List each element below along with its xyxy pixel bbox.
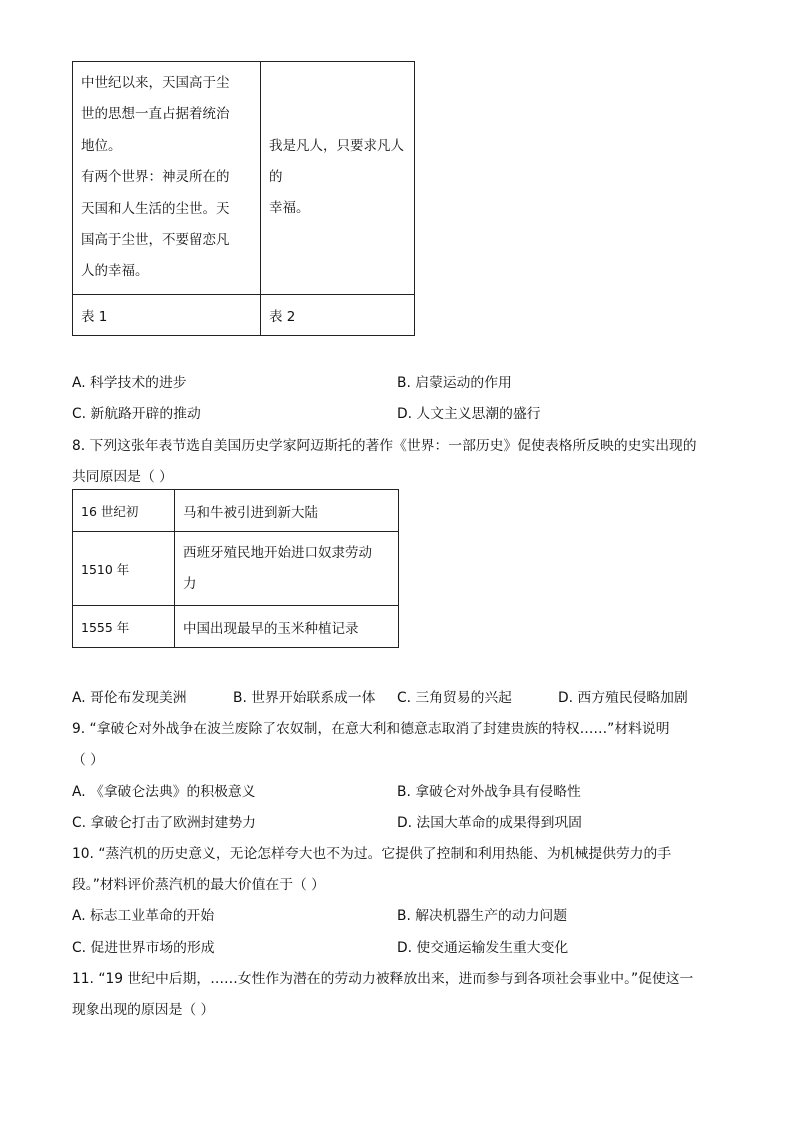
q9-stem-line2: （ ） [72, 752, 104, 768]
q9-option-a: A. 《拿破仑法典》的积极意义 [72, 784, 256, 800]
q10-option-a: A. 标志工业革命的开始 [72, 908, 215, 924]
q8-option-d: D. 西方殖民侵略加剧 [558, 690, 688, 706]
q8-option-a: A. 哥伦布发现美洲 [72, 690, 187, 706]
q9-stem-line1: 9. “拿破仑对外战争在波兰废除了农奴制，在意大利和德意志取消了封建贵族的特权……”材料说明 [72, 721, 670, 737]
q11-stem-line2: 现象出现的原因是（ ） [72, 1002, 215, 1018]
q10-stem-line2: 段。”材料评价蒸汽机的最大价值在于（ ） [72, 877, 325, 893]
q7-option-b: B. 启蒙运动的作用 [397, 375, 512, 391]
event-cell: 马和牛被引进到新大陆 [175, 490, 399, 532]
q7-option-c: C. 新航路开辟的推动 [72, 406, 201, 422]
q10-option-b: B. 解决机器生产的动力问题 [397, 908, 568, 924]
table-row [73, 606, 399, 648]
q8-option-b: B. 世界开始联系成一体 [233, 690, 376, 706]
comparison-table [72, 61, 415, 336]
q9-option-b: B. 拿破仑对外战争具有侵略性 [397, 784, 581, 800]
q10-stem-line1: 10. “蒸汽机的历史意义，无论怎样夸大也不为过。它提供了控制和利用热能、为机械提供劳力的手 [72, 846, 672, 862]
chronology-table [72, 489, 399, 648]
q8-stem-line2: 共同原因是（ ） [72, 469, 173, 485]
year-cell: 1555 年 [73, 606, 175, 648]
q11-stem-line1: 11. “19 世纪中后期，……女性作为潜在的劳动力被释放出来，进而参与到各项社会事业中。”促使这一 [72, 971, 694, 987]
table-row [73, 490, 399, 532]
year-cell: 1510 年 [73, 532, 175, 606]
year-cell: 16 世纪初 [73, 490, 175, 532]
table-row [73, 294, 415, 335]
q8-option-c: C. 三角贸易的兴起 [397, 690, 512, 706]
table1-left-cell: 中世纪以来，天国高于尘 世的思想一直占据着统治 地位。 有两个世界：神灵所在的 天国和人生活的尘世。天 国高于尘世，不要留恋凡 人的幸福。 [73, 62, 261, 295]
q10-option-c: C. 促进世界市场的形成 [72, 940, 215, 956]
q8-stem-line1: 8. 下列这张年表节选自美国历史学家阿迈斯托的著作《世界：一部历史》促使表格所反映的史实出现的 [72, 438, 697, 454]
table1-label-1: 表 1 [73, 294, 261, 335]
q7-option-a: A. 科学技术的进步 [72, 375, 187, 391]
table-row [73, 62, 415, 295]
event-cell: 中国出现最早的玉米种植记录 [175, 606, 399, 648]
table-row [73, 532, 399, 606]
q10-option-d: D. 使交通运输发生重大变化 [397, 940, 569, 956]
table1-right-cell: 我是凡人，只要求凡人的 幸福。 [261, 62, 415, 295]
q9-option-d: D. 法国大革命的成果得到巩固 [397, 815, 582, 831]
q7-option-d: D. 人文主义思潮的盛行 [397, 406, 541, 422]
q9-option-c: C. 拿破仑打击了欧洲封建势力 [72, 815, 256, 831]
event-cell: 西班牙殖民地开始进口奴隶劳动 力 [175, 532, 399, 606]
table1-label-2: 表 2 [261, 294, 415, 335]
